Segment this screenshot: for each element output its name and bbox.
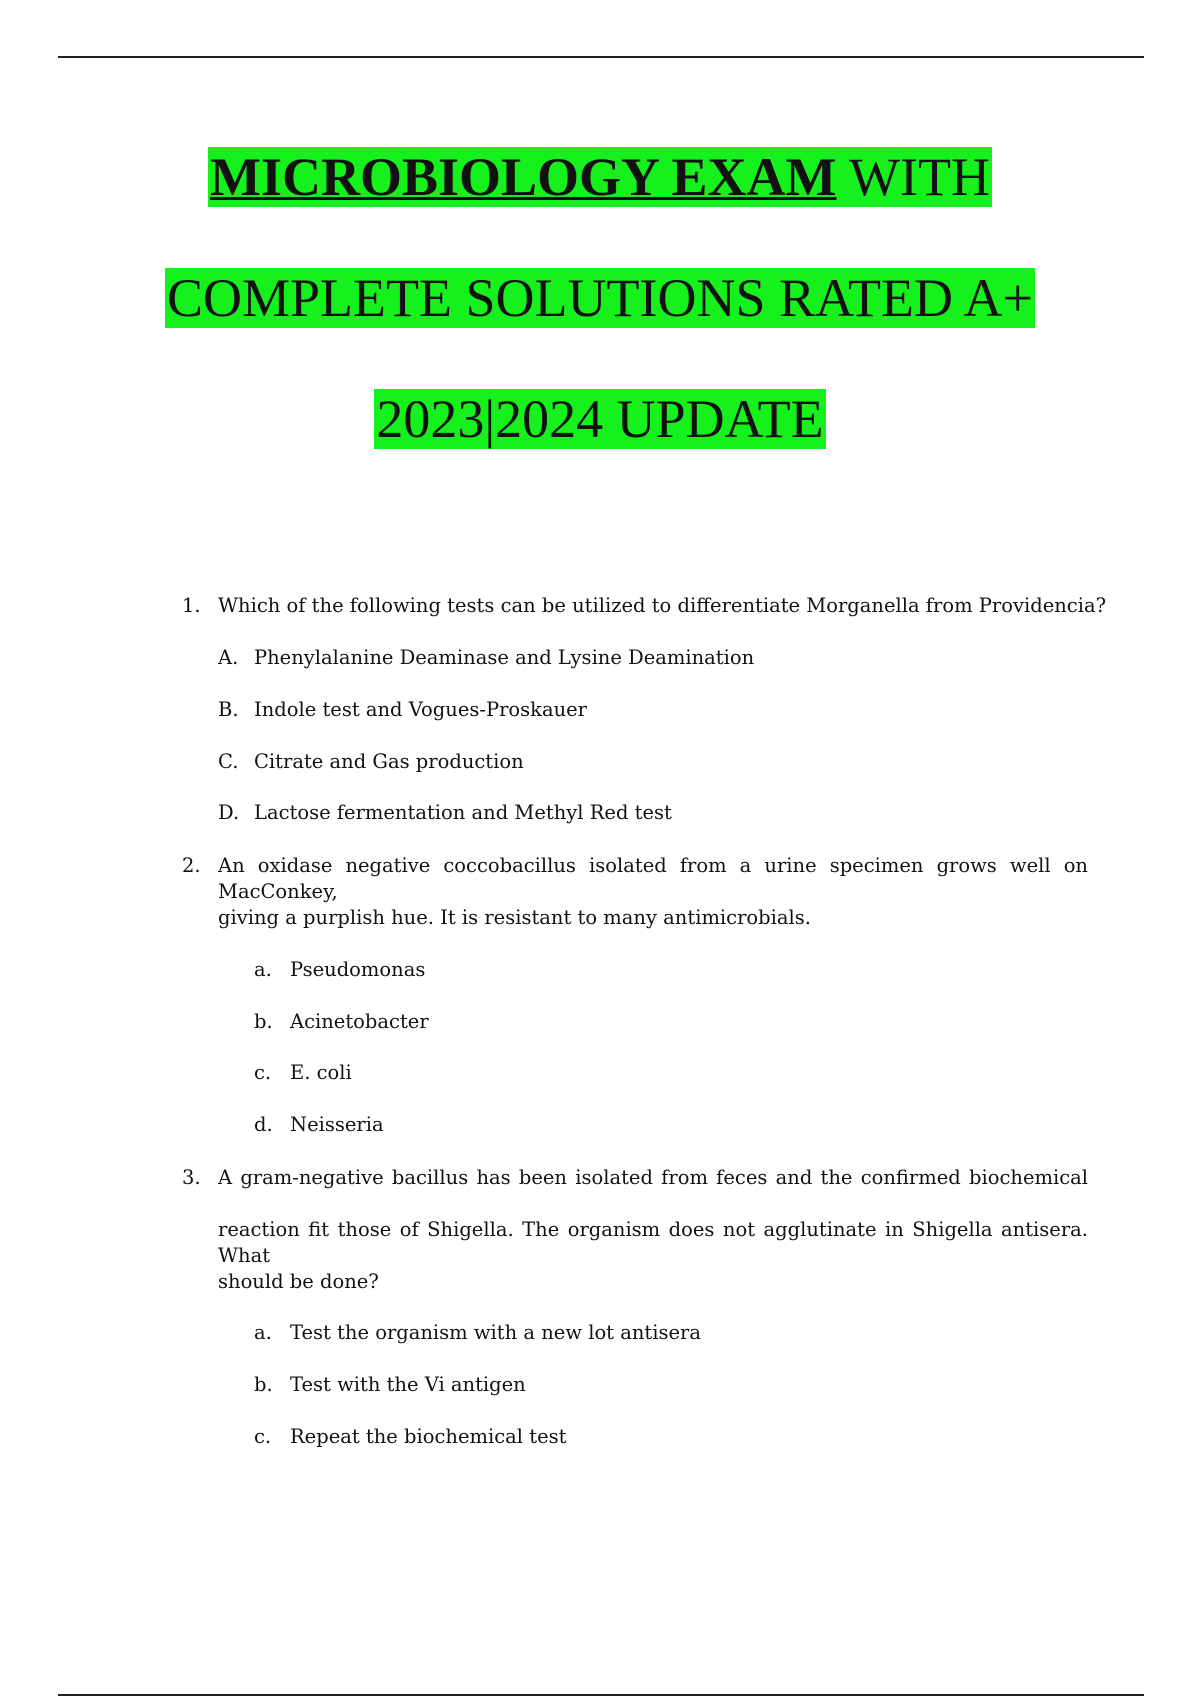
- q3-option-c-text: Repeat the biochemical test: [290, 1425, 567, 1448]
- q1-option-c-text: Citrate and Gas production: [254, 750, 524, 773]
- q1-option-c-label: C.: [218, 750, 239, 773]
- q2-option-a-text: Pseudomonas: [290, 958, 426, 981]
- q2-option-c-text: E. coli: [290, 1061, 352, 1084]
- title-line-3-text: 2023|2024 UPDATE: [376, 389, 824, 449]
- q1-option-b-text: Indole test and Vogues-Proskauer: [254, 698, 588, 721]
- question-2-text-line-1: An oxidase negative coccobacillus isolated from a urine specimen grows well on MacConkey,: [218, 854, 1088, 903]
- top-rule: [58, 56, 1144, 58]
- q1-option-b-label: B.: [218, 698, 239, 721]
- q3-option-a-text: Test the organism with a new lot antisera: [290, 1321, 701, 1344]
- question-3-number: 3.: [182, 1166, 201, 1189]
- question-3-text-line-2: reaction fit those of Shigella. The organism does not agglutinate in Shigella antisera. What: [218, 1218, 1088, 1267]
- title-rest-text: WITH: [836, 147, 990, 207]
- q1-option-a-label: A.: [218, 646, 239, 669]
- q3-option-b-text: Test with the Vi antigen: [290, 1373, 526, 1396]
- q3-option-b-label: b.: [254, 1373, 273, 1396]
- question-3-text-line-3: should be done?: [218, 1270, 379, 1293]
- title-bold-text: MICROBIOLOGY EXAM: [210, 147, 837, 207]
- q2-option-b-text: Acinetobacter: [290, 1010, 429, 1033]
- q1-option-d-text: Lactose fermentation and Methyl Red test: [254, 801, 672, 824]
- bottom-rule: [58, 1694, 1144, 1696]
- q1-option-d-label: D.: [218, 801, 240, 824]
- q3-option-c-label: c.: [254, 1425, 272, 1448]
- question-3-text-line-1: A gram-negative bacillus has been isolated from feces and the confirmed biochemical: [218, 1166, 1088, 1189]
- q2-option-a-label: a.: [254, 958, 272, 981]
- q2-option-c-label: c.: [254, 1061, 272, 1084]
- question-2-number: 2.: [182, 854, 201, 877]
- q2-option-b-label: b.: [254, 1010, 273, 1033]
- title-line-1: [0, 146, 1200, 208]
- q3-option-a-label: a.: [254, 1321, 272, 1344]
- question-1-text: Which of the following tests can be utilized to differentiate Morganella from Providencia?: [218, 594, 1107, 617]
- title-line-2-text: COMPLETE SOLUTIONS RATED A+: [167, 268, 1033, 328]
- q2-option-d-label: d.: [254, 1113, 273, 1136]
- question-2-text-line-2: giving a purplish hue. It is resistant to many antimicrobials.: [218, 906, 811, 929]
- title-line-2: [0, 267, 1200, 329]
- q1-option-a-text: Phenylalanine Deaminase and Lysine Deamination: [254, 646, 755, 669]
- title-line-3: [0, 388, 1200, 450]
- q2-option-d-text: Neisseria: [290, 1113, 384, 1136]
- question-1-number: 1.: [182, 594, 201, 617]
